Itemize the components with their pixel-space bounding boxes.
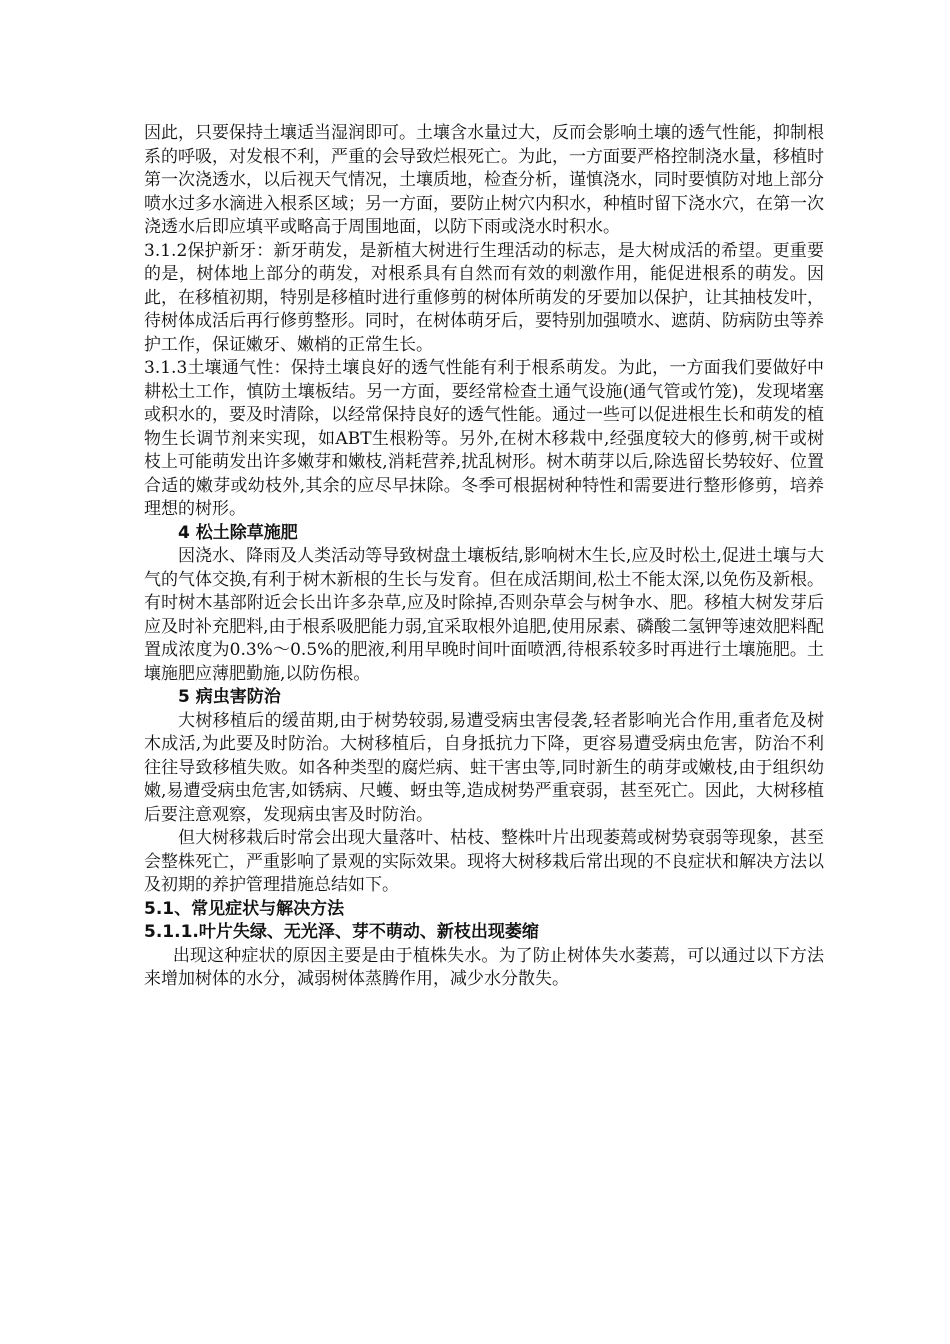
paragraph-loosen-soil: 因浇水、降雨及人类活动等导致树盘土壤板结,影响树木生长,应及时松土,促进土壤与大气的气体交换,有利于树木新根的生长与发育。但在成活期间,松土不能太深,以免伤及新根。有时树木基部附近会长出许多杂草,应及时除掉,否则杂草会与树争水、肥。移植大树发芽后应及时补充肥料,由于根系吸肥能力弱,宜采取根外追肥,使用尿素、磷酸二氢钾等速效肥料配置成浓度为0.3%～0.5%的肥液,利用早晚时间叶面喷洒,待根系较多时再进行土壤施肥。土壤施肥应薄肥勤施,以防伤根。 <box>144 546 824 684</box>
subsection-heading-common-symptoms: 5.1、常见症状与解决方法 <box>144 898 345 919</box>
paragraph-water-loss: 出现这种症状的原因主要是由于植株失水。为了防止树体失水萎蔫，可以通过以下方法来增加树体的水分，减弱树体蒸腾作用，减少水分散失。 <box>144 945 824 989</box>
paragraph-soil-aeration: 3.1.3土壤通气性：保持土壤良好的透气性能有利于根系萌发。为此，一方面我们要做好中耕松土工作，慎防土壤板结。另一方面，要经常检查土通气设施(通气管或竹笼)，发现堵塞或积水的，要及时清除，以经常保持良好的透气性能。通过一些可以促进根生长和萌发的植物生长调节剂来实现，如ABT生根粉等。另外,在树木移栽中,经强度较大的修剪,树干或树枝上可能萌发出许多嫩芽和嫩枝,消耗营养,扰乱树形。树木萌芽以后,除选留长势较好、位置合适的嫩芽或幼枝外,其余的应尽早抹除。冬季可根据树种特性和需要进行整形修剪，培养理想的树形。 <box>144 358 824 519</box>
section-heading-loosen-soil: 4 松土除草施肥 <box>178 522 298 543</box>
paragraph-soil-moisture: 因此，只要保持土壤适当湿润即可。土壤含水量过大，反而会影响土壤的透气性能，抑制根系的呼吸，对发根不利，严重的会导致烂根死亡。为此，一方面要严格控制浇水量，移植时第一次浇透水，以后视天气情况，土壤质地，检查分析，谨慎浇水，同时要慎防对地上部分喷水过多水滴进入根系区域；另一方面，要防止树穴内积水，种植时留下浇水穴，在第一次浇透水后即应填平或略高于周围地面，以防下雨或浇水时积水。 <box>144 123 824 237</box>
section-heading-pest-control: 5 病虫害防治 <box>178 687 281 707</box>
paragraph-transplant-symptoms: 但大树移栽后时常会出现大量落叶、枯枝、整株叶片出现萎蔫或树势衰弱等现象，甚至会整株死亡，严重影响了景观的实际效果。现将大树移栽后常出现的不良症状和解决方法以及初期的养护管理措施总结如下。 <box>144 828 824 895</box>
paragraph-protect-new-buds: 3.1.2保护新牙：新牙萌发，是新植大树进行生理活动的标志，是大树成活的希望。更重要的是，树体地上部分的萌发，对根系具有自然而有效的刺激作用，能促进根系的萌发。因此，在移植初期，特别是移植时进行重修剪的树体所萌发的牙要加以保护，让其抽枝发叶，待树体成活后再行修剪整形。同时，在树体萌牙后，要特别加强喷水、遮荫、防病防虫等养护工作，保证嫩牙、嫩梢的正常生长。 <box>144 240 824 355</box>
document-page <box>144 122 824 992</box>
paragraph-pest-control: 大树移植后的缓苗期,由于树势较弱,易遭受病虫害侵袭,轻者影响光合作用,重者危及树木成活,为此要及时防治。大树移植后，自身抵抗力下降，更容易遭受病虫危害，防治不利往往导致移植失败。如各种类型的腐烂病、蛀干害虫等,同时新生的萌芽或嫩枝,由于组织幼嫩,易遭受病虫危害,如锈病、尺蠖、蚜虫等,造成树势严重衰弱，甚至死亡。因此，大树移植后要注意观察，发现病虫害及时防治。 <box>144 710 824 825</box>
subsection-heading-leaf-symptoms: 5.1.1.叶片失绿、无光泽、芽不萌动、新枝出现萎缩 <box>144 922 539 942</box>
